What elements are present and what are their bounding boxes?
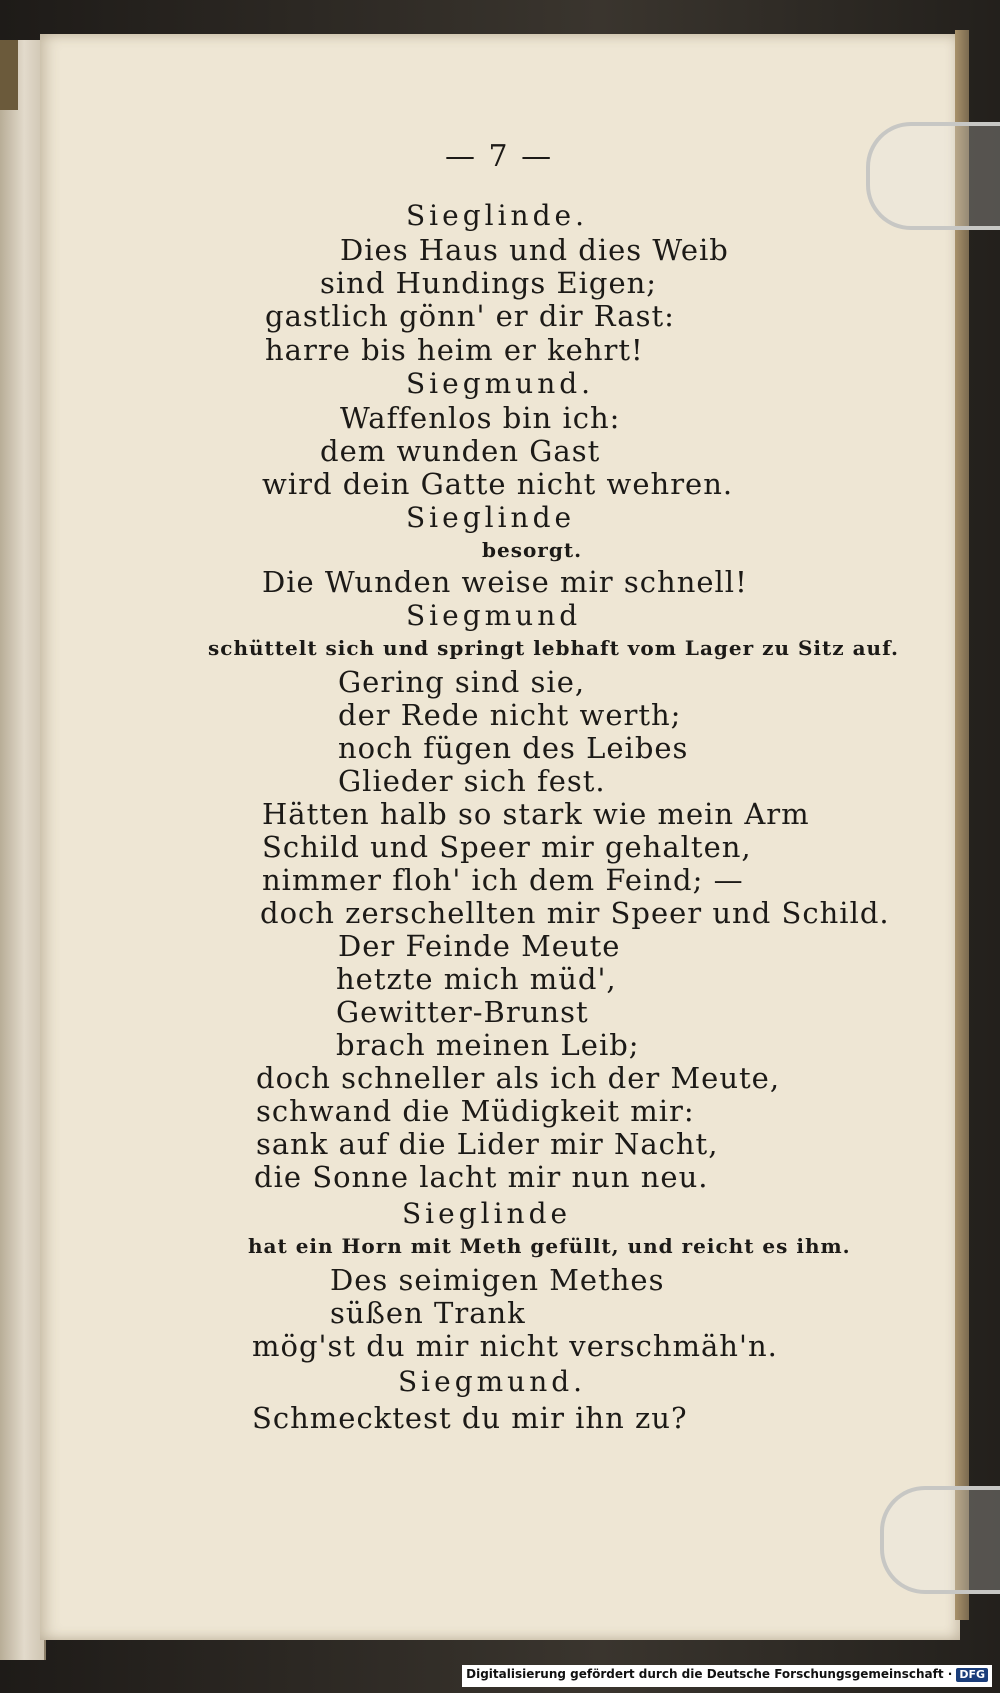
verse-line: Dies Haus und dies Weib	[340, 233, 729, 267]
verse-line: schwand die Müdigkeit mir:	[256, 1094, 695, 1128]
verse-line: Glieder sich fest.	[338, 764, 606, 798]
verse-line: Waffenlos bin ich:	[340, 401, 621, 435]
verse-line: sank auf die Lider mir Nacht,	[256, 1127, 719, 1161]
speaker-line: Siegmund.	[398, 1365, 587, 1398]
verse-line: mög'st du mir nicht verschmäh'n.	[252, 1329, 778, 1363]
digitization-footer	[462, 1665, 992, 1687]
verse-line: die Sonne lacht mir nun neu.	[254, 1160, 709, 1194]
page-number: — 7 —	[445, 139, 554, 174]
verse-line: sind Hundings Eigen;	[320, 266, 658, 300]
speaker-line: Sieglinde.	[406, 199, 588, 232]
speaker-line: Siegmund.	[406, 367, 595, 400]
verse-line: harre bis heim er kehrt!	[265, 333, 644, 367]
verse-line: Hätten halb so stark wie mein Arm	[262, 797, 810, 831]
verse-line: noch fügen des Leibes	[338, 731, 689, 765]
verse-line: Gering sind sie,	[338, 665, 586, 699]
verse-line: Die Wunden weise mir schnell!	[262, 565, 748, 599]
verse-line: doch schneller als ich der Meute,	[256, 1061, 781, 1095]
verse-line: Schmecktest du mir ihn zu?	[252, 1401, 688, 1435]
stage-direction: hat ein Horn mit Meth gefüllt, und reicht es ihm.	[248, 1234, 851, 1258]
speaker-line: Sieglinde	[402, 1197, 572, 1230]
verse-line: Der Feinde Meute	[338, 929, 621, 963]
verse-line: süßen Trank	[330, 1296, 526, 1330]
verse-line: brach meinen Leib;	[336, 1028, 640, 1062]
verse-line: Gewitter-Brunst	[336, 995, 589, 1029]
verse-line: doch zerschellten mir Speer und Schild.	[260, 896, 890, 930]
book-spine	[0, 40, 18, 110]
verse-line: gastlich gönn' er dir Rast:	[265, 299, 675, 333]
verse-line: hetzte mich müd',	[336, 962, 617, 996]
verse-line: wird dein Gatte nicht wehren.	[262, 467, 734, 501]
stage-direction: besorgt.	[482, 538, 583, 562]
page-text	[40, 34, 960, 1640]
verse-line: der Rede nicht werth;	[338, 698, 682, 732]
dfg-logo: DFG	[956, 1668, 988, 1682]
verse-line: Schild und Speer mir gehalten,	[262, 830, 752, 864]
stage-direction: schüttelt sich und springt lebhaft vom Lager zu Sitz auf.	[208, 636, 899, 660]
speaker-line: Sieglinde	[406, 501, 576, 534]
verse-line: Des seimigen Methes	[330, 1263, 665, 1297]
verse-line: dem wunden Gast	[320, 434, 601, 468]
speaker-line: Siegmund	[406, 599, 582, 632]
footer-text: Digitalisierung gefördert durch die Deutsche Forschungsgemeinschaft ·	[466, 1667, 953, 1681]
verse-line: nimmer floh' ich dem Feind; —	[262, 863, 744, 897]
